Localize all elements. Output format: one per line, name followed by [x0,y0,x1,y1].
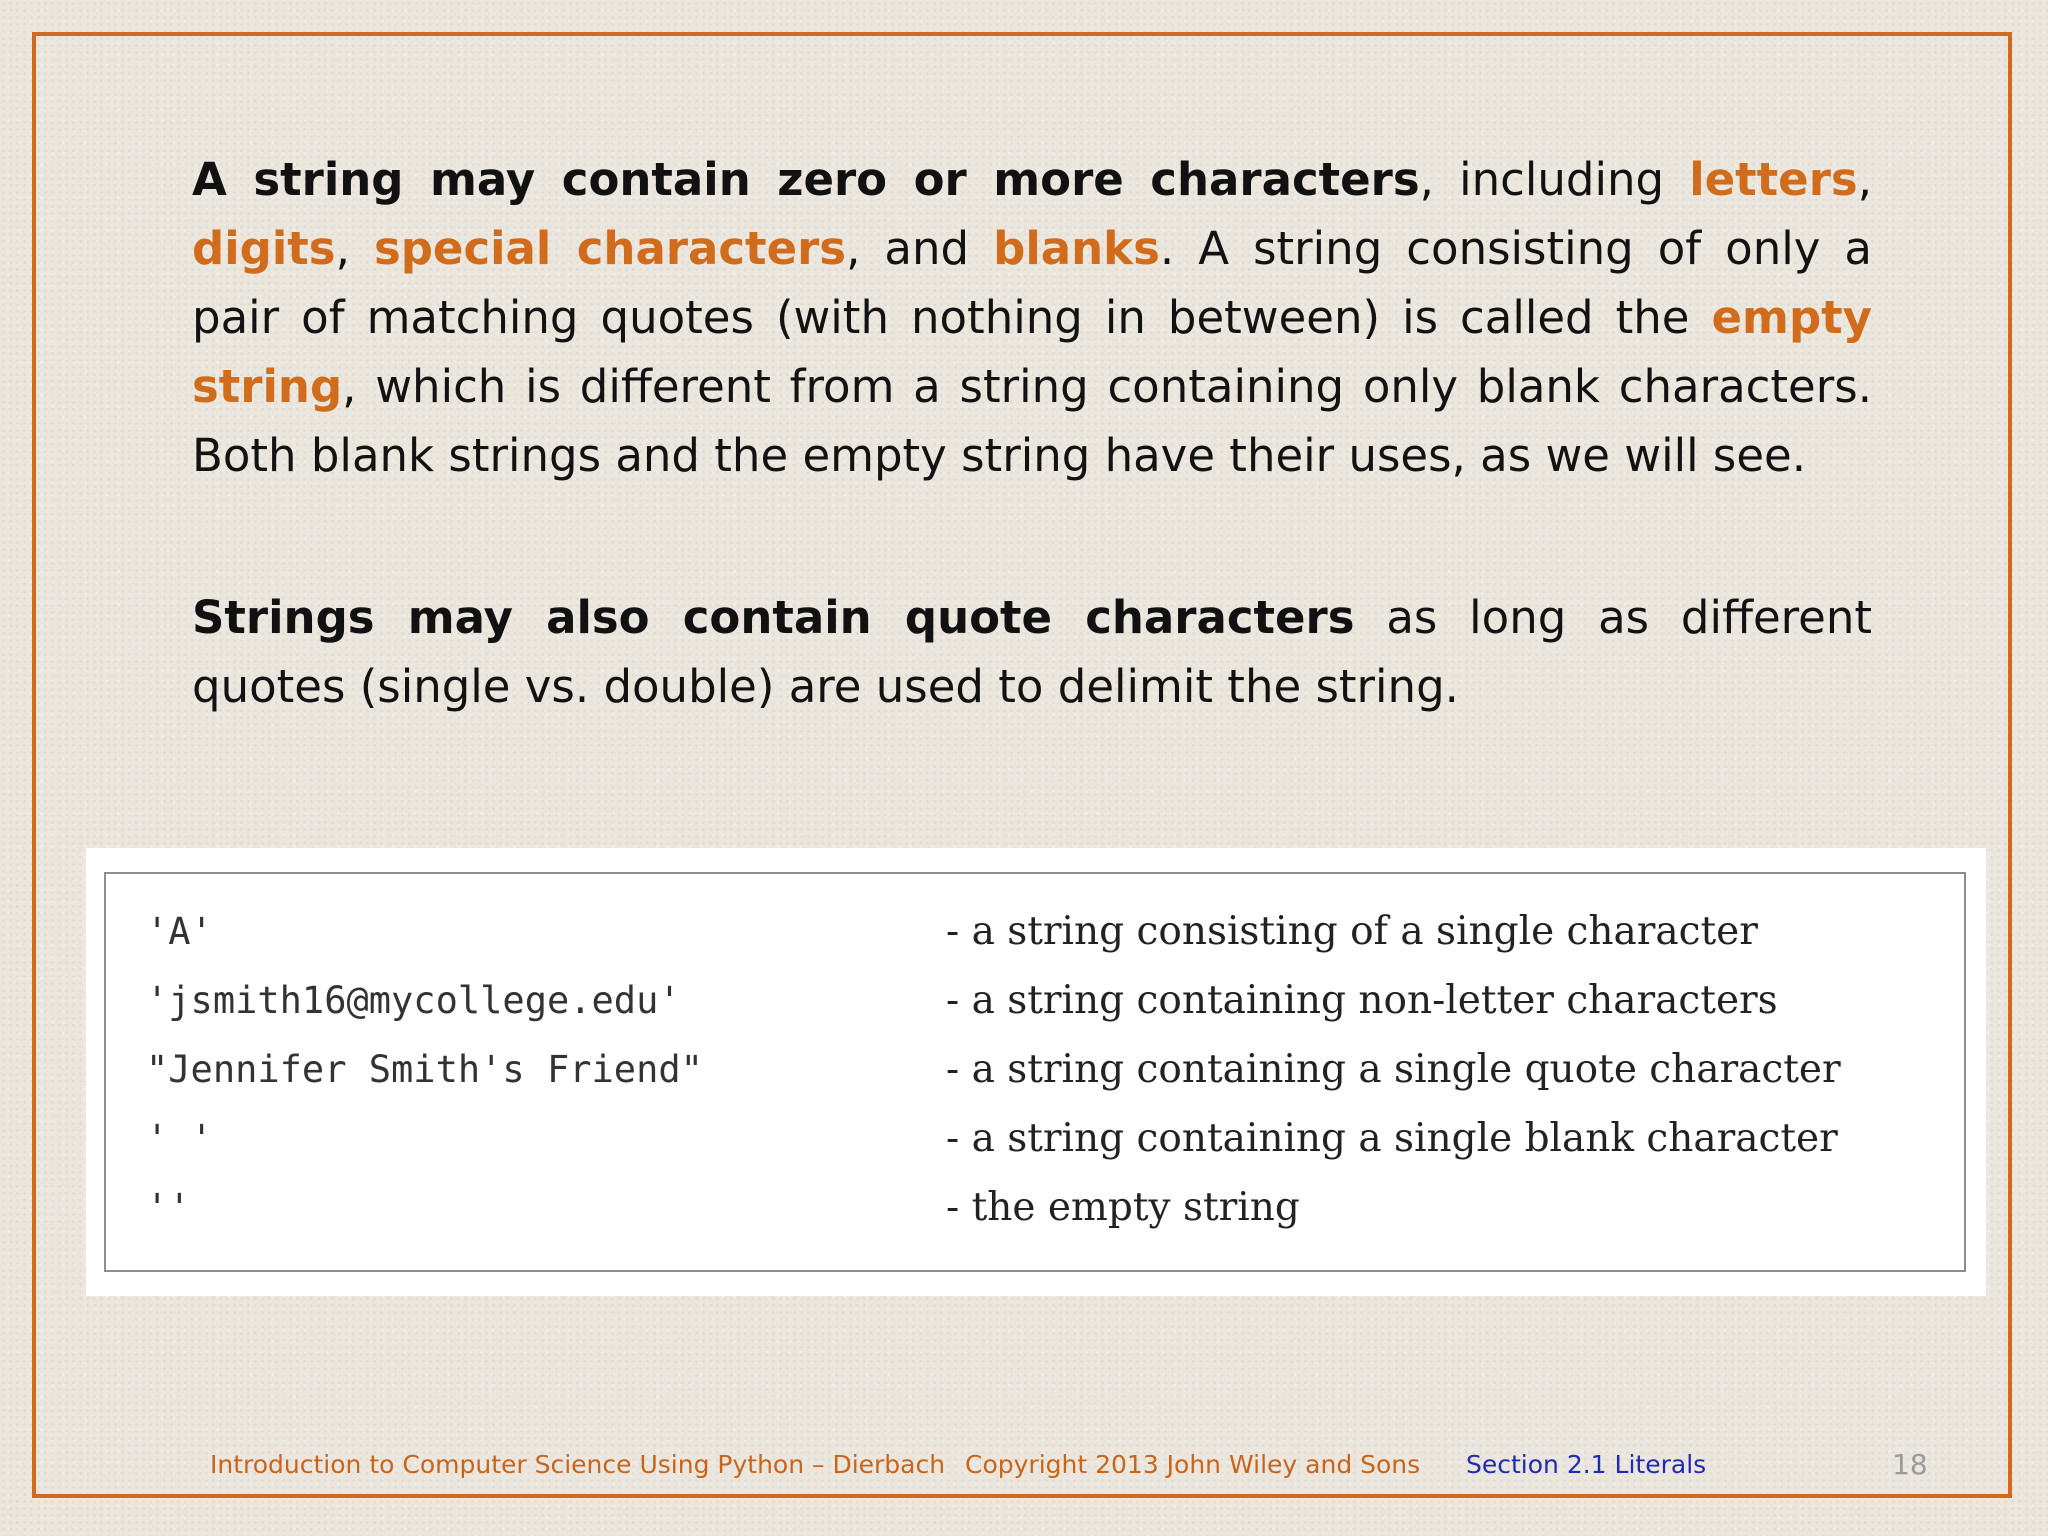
highlight-special-characters: special characters [373,222,847,275]
example-row [106,973,1964,1043]
footer-book-title: Introduction to Computer Science Using Python – Dierbach [210,1450,946,1479]
key-phrase-zero-or-more: A string may contain zero or more characters [192,153,1420,206]
example-description: - a string containing a single quote character [946,1047,1841,1092]
highlight-letters: letters [1689,153,1858,206]
example-row [106,1111,1964,1181]
highlight-blanks: blanks [993,222,1160,275]
text-segment: as long as different quotes (single vs. double) are used to delimit the string. [192,591,1873,713]
example-description: - a string consisting of a single character [946,909,1758,954]
example-description: - a string containing a single blank character [946,1116,1838,1161]
footer-copyright: Copyright 2013 John Wiley and Sons [965,1450,1421,1479]
example-code: 'A' [146,910,213,953]
string-examples-table [104,872,1966,1272]
text-segment: , including [1419,153,1690,206]
text-segment: , [335,222,374,275]
example-description: - the empty string [946,1185,1300,1230]
highlight-empty-string: empty string [192,291,1872,413]
example-row [106,1180,1964,1250]
text-segment: . A string consisting of only a pair of matching quotes (with nothing in between) is called the [192,222,1872,344]
text-segment: , and [846,222,994,275]
example-row [106,904,1964,974]
string-contents-paragraph [192,145,1872,490]
example-code: "Jennifer Smith's Friend" [146,1048,703,1091]
footer-section-label: Section 2.1 Literals [1466,1450,1707,1479]
example-description: - a string containing non-letter characters [946,978,1778,1023]
example-code: '' [146,1186,191,1229]
example-code: 'jsmith16@mycollege.edu' [146,979,681,1022]
text-segment: , which is different from a string containing only blank characters. Both blank strings and the empty string have their uses, as we will see. [192,360,1872,482]
example-code: ' ' [146,1117,213,1160]
highlight-digits: digits [192,222,336,275]
string-examples-figure [86,848,1986,1296]
key-phrase-quote-characters: Strings may also contain quote characters [192,591,1355,644]
example-row [106,1042,1964,1112]
text-segment: , [1857,153,1872,206]
page-number: 18 [1892,1448,1928,1481]
quote-characters-paragraph [192,583,1872,721]
